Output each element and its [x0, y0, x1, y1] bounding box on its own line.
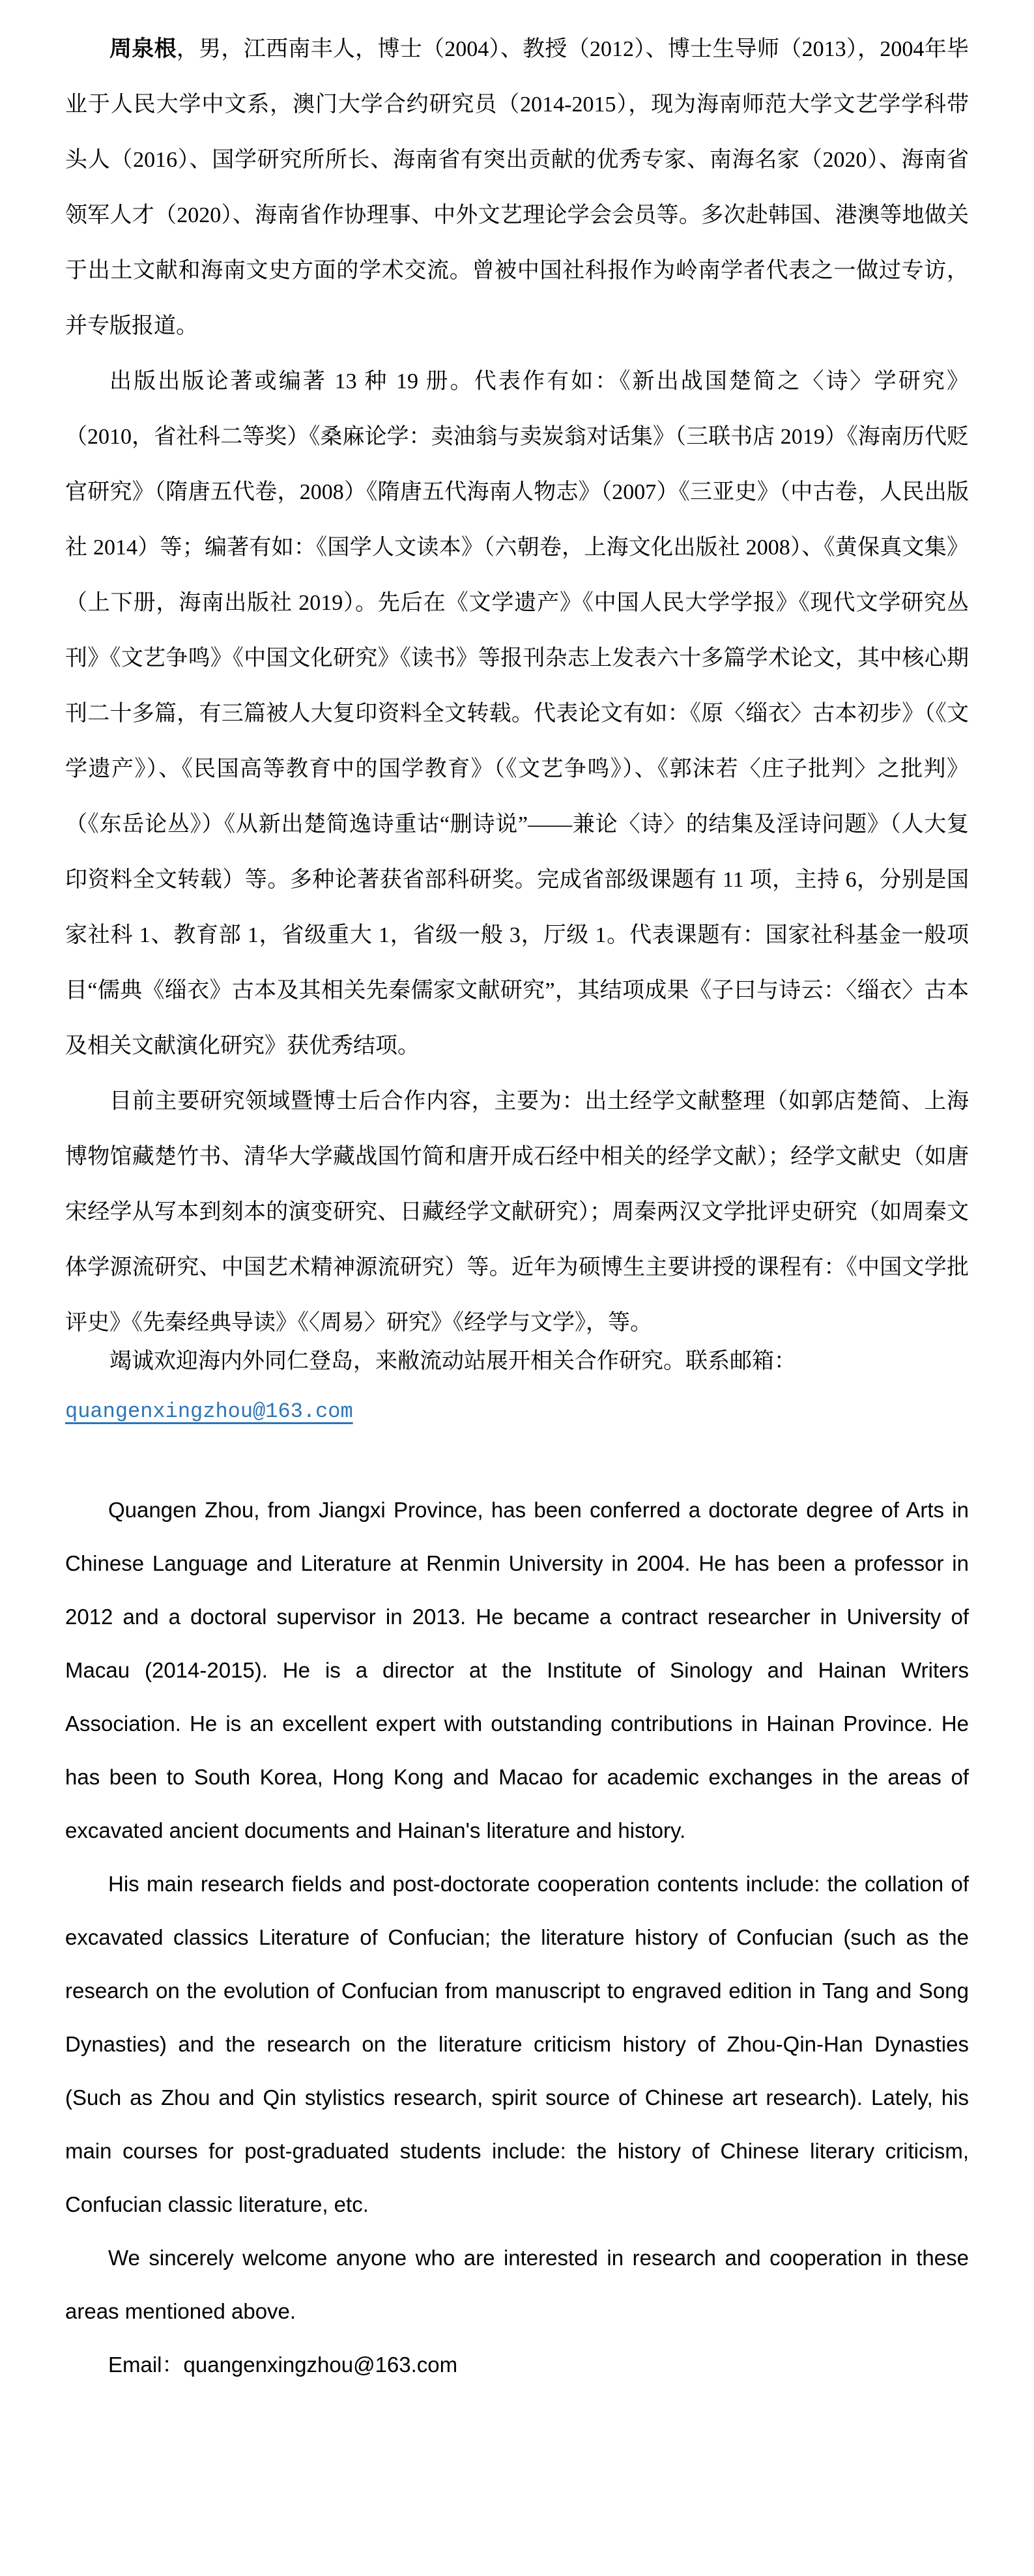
bio-paragraph-en-1: Quangen Zhou, from Jiangxi Province, has been conferred a doctorate degree of Arts in Chinese Language and Literature at Renmin University in 2004. He has been a professor in 2012 and a doctoral supervisor in 2013. He became a contract researcher in University of Macau (2014-2015). He is a director at the Institute of Sinology and Hainan Writers Association. He is an excellent expert with outstanding contributions in Hainan Province. He has been to South Korea, Hong Kong and Macao for academic exchanges in the areas of excavated ancient documents and Hainan's literature and history. — [65, 1498, 969, 1842]
author-name: 周泉根 — [109, 37, 177, 61]
bio-paragraph-zh-3-research-fields: 目前主要研究领域暨博士后合作内容，主要为：出土经学文献整理（如郭店楚简、上海博物馆藏楚竹书、清华大学藏战国竹简和唐开成石经中相关的经学文献）；经学文献史（如唐宋经学从写本到刻本的演变研究、日藏经学文献研究）；周秦两汉文学批评史研究（如周秦文体学源流研究、中国艺术精神源流研究）等。近年为硕博生主要讲授的课程有：《中国文学批评史》《先秦经典导读》《〈周易〉研究》《经学与文学》，等。 — [65, 1089, 969, 1335]
bio-paragraph-zh-1 — [65, 21, 969, 354]
bio-paragraph-en-3-welcome: We sincerely welcome anyone who are interested in research and cooperation in these areas mentioned above. — [65, 2246, 969, 2323]
section-divider-gap — [65, 1431, 969, 1483]
bio-paragraph-en-2-research-fields: His main research fields and post-doctorate cooperation contents include: the collation of excavated classics Literature of Confucian; the literature history of Confucian (such as the research on the evolution of Confucian from manuscript to engraved edition in Tang and Song Dynasties) and the research on the literature criticism history of Zhou-Qin-Han Dynasties (Such as Zhou and Qin stylistics research, spirit source of Chinese art research). Lately, his main courses for post-graduated students include: the history of Chinese literary criticism, Confucian classic literature, etc. — [65, 1872, 969, 2216]
bio-paragraph-zh-1-text: ，男，江西南丰人，博士（2004）、教授（2012）、博士生导师（2013），2004年毕业于人民大学中文系，澳门大学合约研究员（2014-2015），现为海南师范大学文艺学学科带头人（2016）、国学研究所所长、海南省有突出贡献的优秀专家、南海名家（2020）、海南省领军人才（2020）、海南省作协理事、中外文艺理论学会会员等。多次赴韩国、港澳等地做关于出土文献和海南文史方面的学术交流。曾被中国社科报作为岭南学者代表之一做过专访，并专版报道。 — [65, 37, 969, 338]
email-text-line: Email：quangenxingzhou@163.com — [108, 2353, 458, 2377]
email-link[interactable]: quangenxingzhou@163.com — [65, 1399, 353, 1424]
bio-paragraph-zh-2-publications: 出版出版论著或编著 13 种 19 册。代表作有如：《新出战国楚简之〈诗〉学研究》（2010，省社科二等奖）《桑麻论学：卖油翁与卖炭翁对话集》（三联书店 2019）《海南历代贬官研究》（隋唐五代卷，2008）《隋唐五代海南人物志》（2007）《三亚史》（中古卷，人民出版社 2014）等；编著有如：《国学人文读本》（六朝卷，上海文化出版社 2008）、《黄保真文集》（上下册，海南出版社 2019）。先后在《文学遗产》《中国人民大学学报》《现代文学研究丛刊》《文艺争鸣》《中国文化研究》《读书》等报刊杂志上发表六十多篇学术论文，其中核心期刊二十多篇，有三篇被人大复印资料全文转载。代表论文有如：《原〈缁衣〉古本初步》（《文学遗产》）、《民国高等教育中的国学教育》（《文艺争鸣》）、《郭沫若〈庄子批判〉之批判》（《东岳论丛》）《从新出楚简逸诗重诂“删诗说”——兼论〈诗〉的结集及淫诗问题》（人大复印资料全文转载）等。多种论著获省部科研奖。完成省部级课题有 11 项，主持 6，分别是国家社科 1、教育部 1，省级重大 1，省级一般 3，厅级 1。代表课题有：国家社科基金一般项目“儒典《缁衣》古本及其相关先秦儒家文献研究”，其结项成果《子曰与诗云：〈缁衣〉古本及相关文献演化研究》获优秀结项。 — [65, 369, 969, 1058]
bio-paragraph-zh-4-welcome: 竭诚欢迎海内外同仁登岛，来敝流动站展开相关合作研究。联系邮箱： — [109, 1349, 796, 1373]
contact-link-line — [65, 1391, 969, 1431]
